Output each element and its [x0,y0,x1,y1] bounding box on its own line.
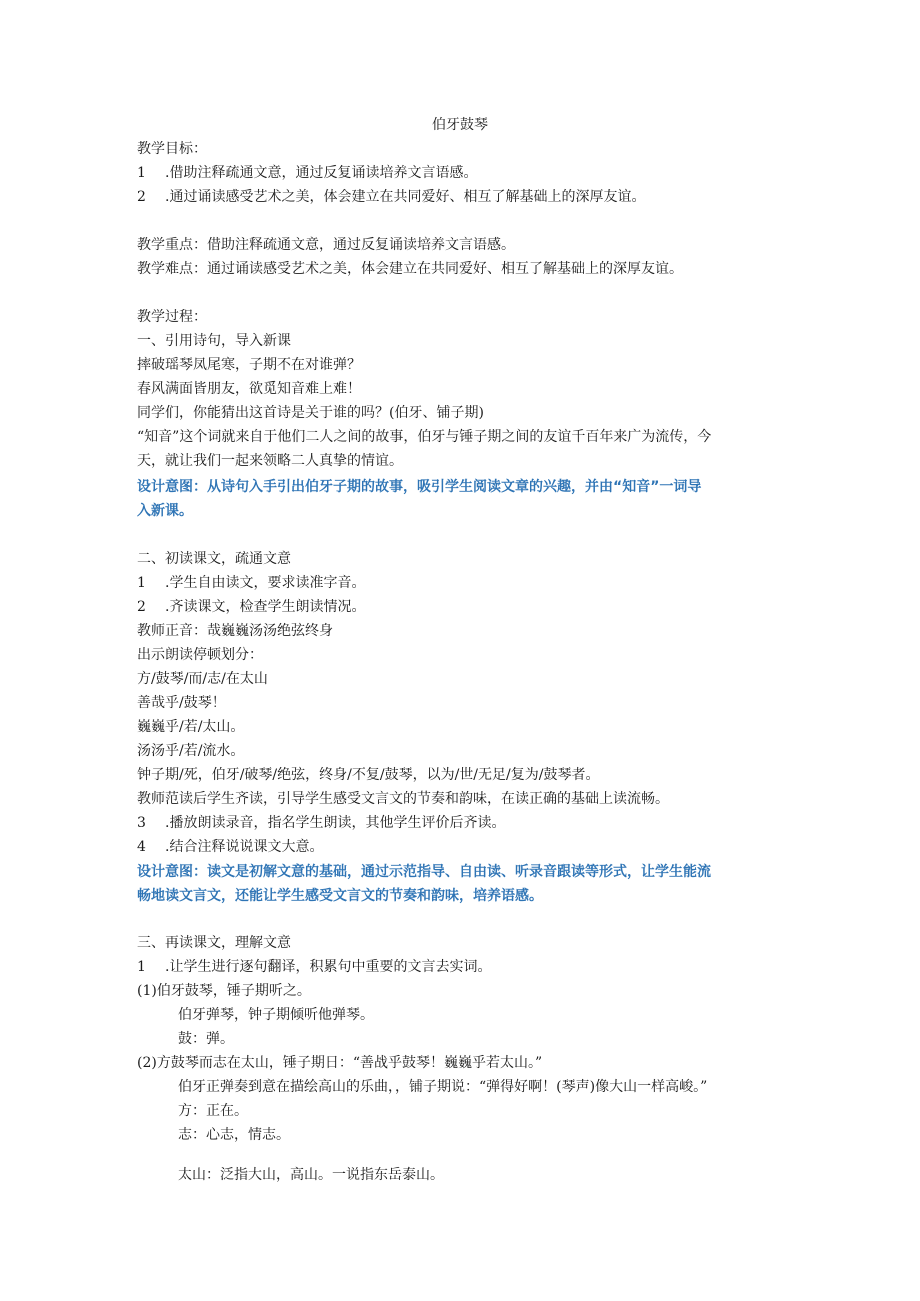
design-intent: 畅地读文言文，还能让学生感受文言文的节奏和韵味，培养语感。 [137,888,543,904]
section-heading: 一、引用诗句，导入新课 [137,333,291,349]
pause-line: 钟子期/死，伯牙/破琴/绝弦，终身/不复/鼓琴，以为/世/无足/复为/鼓琴者。 [137,767,600,783]
item-number: 1 [137,959,146,975]
word-note: 志：心志，情志。 [178,1127,290,1143]
item-number: 1 [137,575,146,591]
pause-line: 汤汤乎/若/流水。 [137,743,245,759]
poem-line: 摔破瑶琴凤尾寒，子期不在对谁弹？ [137,357,361,373]
item-text: .通过诵读感受艺术之美，体会建立在共同爱好、相互了解基础上的深厚友谊。 [165,189,646,205]
body-line: 同学们，你能猜出这首诗是关于谁的吗？(伯牙、铺子期) [137,405,484,421]
item-text: .借助注释疏通文意，通过反复诵读培养文言语感。 [165,165,478,181]
item-number: 4 [137,839,146,855]
item-number: 3 [137,815,146,831]
translation: 伯牙正弹奏到意在描绘高山的乐曲，，铺子期说：“弹得好啊！(琴声)像大山一样高峻。” [178,1079,708,1095]
objectives-heading: 教学目标： [137,141,207,157]
item-text: .结合注释说说课文大意。 [165,839,324,855]
word-note: 方：正在。 [178,1103,248,1119]
objective-item [137,188,787,206]
key-point: 教学重点：借助注释疏通文意，通过反复诵读培养文言语感。 [137,237,515,253]
pause-line: 善哉乎/鼓琴！ [137,695,226,711]
pause-line: 巍巍乎/若/太山。 [137,719,245,735]
step-item [137,838,787,856]
design-intent: 入新课。 [137,503,193,519]
item-text: .学生自由读文，要求读准字音。 [165,575,366,591]
objective-item [137,164,787,182]
step-item [137,598,787,616]
item-number: 1 [137,165,146,181]
item-text: .让学生进行逐句翻译，积累句中重要的文言去实词。 [165,959,492,975]
word-note: 鼓：弹。 [178,1031,234,1047]
step-item [137,574,787,592]
step-item [137,958,787,976]
poem-line: 春风满面皆朋友，欲觅知音难上难！ [137,381,361,397]
section-heading: 三、再读课文，理解文意 [137,935,291,951]
word-note: 太山：泛指大山，高山。一说指东岳泰山。 [178,1167,444,1183]
item-number: 2 [137,599,146,615]
body-line: 教师正音：哉巍巍汤汤绝弦终身 [137,623,333,639]
item-text: .播放朗读录音，指名学生朗读，其他学生评价后齐读。 [165,815,506,831]
body-line: 教师范读后学生齐读，引导学生感受文言文的节奏和韵味，在读正确的基础上读流畅。 [137,791,669,807]
difficulty: 教学难点：通过诵读感受艺术之美，体会建立在共同爱好、相互了解基础上的深厚友谊。 [137,261,683,277]
source-sentence: (2)方鼓琴而志在太山，锤子期日：“善战乎鼓琴！巍巍乎若太山。” [137,1055,543,1071]
source-sentence: (1)伯牙鼓琴，锤子期听之。 [137,983,311,999]
translation: 伯牙弹琴，钟子期倾听他弹琴。 [178,1007,374,1023]
design-intent: 设计意图：从诗句入手引出伯牙子期的故事，吸引学生阅读文章的兴趣，并由“知音”一词导 [137,479,702,495]
item-text: .齐读课文，检查学生朗读情况。 [165,599,366,615]
process-heading: 教学过程： [137,309,207,325]
body-line: 出示朗读停顿划分： [137,647,263,663]
document-title: 伯牙鼓琴 [432,117,488,133]
pause-line: 方/鼓琴/而/志/在太山 [137,671,268,687]
design-intent: 设计意图：读文是初解文意的基础，通过示范指导、自由读、听录音跟读等形式，让学生能流 [137,864,711,880]
section-heading: 二、初读课文，疏通文意 [137,551,291,567]
step-item [137,814,787,832]
item-number: 2 [137,189,146,205]
body-line: “知音”这个词就来自于他们二人之间的故事，伯牙与锤子期之间的友谊千百年来广为流传，今 [137,429,712,445]
body-line: 天，就让我们一起来领略二人真挚的情谊。 [137,453,403,469]
